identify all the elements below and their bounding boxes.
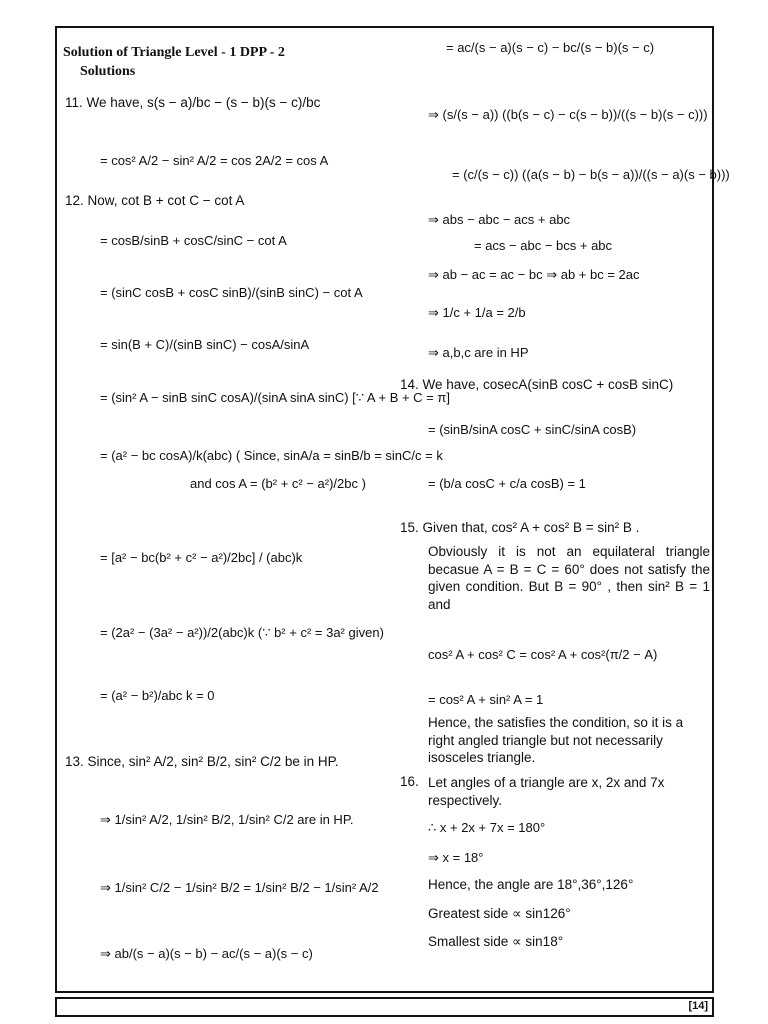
right-line-5: ⇒ ab − ac = ac − bc ⇒ ab + bc = 2ac [428,267,640,282]
doc-title: Solution of Triangle Level - 1 DPP - 2 [63,45,285,60]
right-line-10: = (b/a cosC + c/a cosB) = 1 [428,476,586,491]
right-line-15: ∴ x + 2x + 7x = 180° [428,820,546,835]
right-line-1: ⇒ (s/(s − a)) ((b(s − c) − c(s − b))/((s − b)(s − c))) [428,107,708,122]
right-line-17: Hence, the angle are 18°,36°,126° [428,877,634,892]
left-line-13: ⇒ 1/sin² A/2, 1/sin² B/2, 1/sin² C/2 are in HP. [100,812,354,827]
right-line-16: ⇒ x = 18° [428,850,484,865]
page-footer [55,997,714,1017]
q15-body: Obviously it is not an equilateral triangle becasue A = B = C = 60° does not satisfy the given condition. But B = 90° , then sin² B = 1 and [428,544,710,612]
right-line-7: ⇒ a,b,c are in HP [428,345,529,360]
left-line-14: ⇒ 1/sin² C/2 − 1/sin² B/2 = 1/sin² B/2 − 1/sin² A/2 [100,880,379,895]
right-line-8: 14. We have, cosecA(sinB cosC + cosB sinC) [400,377,674,392]
right-line-3: ⇒ abs − abc − acs + abc [428,212,571,227]
right-line-11: 15. Given that, cos² A + cos² B = sin² B . [400,520,640,535]
q16-body: Let angles of a triangle are x, 2x and 7x respectively. [428,775,665,808]
left-line-11: = (a² − b²)/abc k = 0 [100,688,215,703]
right-line-6: ⇒ 1/c + 1/a = 2/b [428,305,526,320]
left-line-5: = sin(B + C)/(sinB sinC) − cosA/sinA [100,337,310,352]
q15-conclusion: Hence, the satisfies the condition, so it is a right angled triangle but not necessarily isosceles triangle. [428,715,684,766]
right-line-0: = ac/(s − a)(s − c) − bc/(s − b)(s − c) [446,40,655,55]
left-line-12: 13. Since, sin² A/2, sin² B/2, sin² C/2 be in HP. [65,754,339,769]
right-line-4: = acs − abc − bcs + abc [474,238,613,253]
right-line-14: 16. [400,774,419,789]
right-line-13: = cos² A + sin² A = 1 [428,692,544,707]
left-line-0: 11. We have, s(s − a)/bc − (s − b)(s − c)/bc [65,95,321,110]
right-line-18: Greatest side ∝ sin126° [428,906,571,921]
doc-subtitle: Solutions [80,64,136,79]
page-number: [14] [688,1000,708,1012]
left-line-8: and cos A = (b² + c² − a²)/2bc ) [190,476,366,491]
left-line-1: = cos² A/2 − sin² A/2 = cos 2A/2 = cos A [100,153,329,168]
left-line-4: = (sinC cosB + cosC sinB)/(sinB sinC) − cot A [100,285,363,300]
left-line-9: = [a² − bc(b² + c² − a²)/2bc] / (abc)k [100,550,303,565]
left-line-6: = (sin² A − sinB sinC cosA)/(sinA sinA sinC) [∵ A + B + C = π] [100,390,450,405]
left-line-7: = (a² − bc cosA)/k(abc) ( Since, sinA/a = sinB/b = sinC/c = k [100,448,443,463]
left-line-15: ⇒ ab/(s − a)(s − b) − ac/(s − a)(s − c) [100,946,313,961]
left-line-10: = (2a² − (3a² − a²))/2(abc)k (∵ b² + c² = 3a² given) [100,625,384,640]
left-line-3: = cosB/sinB + cosC/sinC − cot A [100,233,287,248]
right-line-12: cos² A + cos² C = cos² A + cos²(π/2 − A) [428,647,658,662]
right-line-2: = (c/(s − c)) ((a(s − b) − b(s − a))/((s − a)(s − b))) [452,167,730,182]
left-line-2: 12. Now, cot B + cot C − cot A [65,193,245,208]
right-line-9: = (sinB/sinA cosC + sinC/sinA cosB) [428,422,637,437]
right-line-19: Smallest side ∝ sin18° [428,934,564,949]
